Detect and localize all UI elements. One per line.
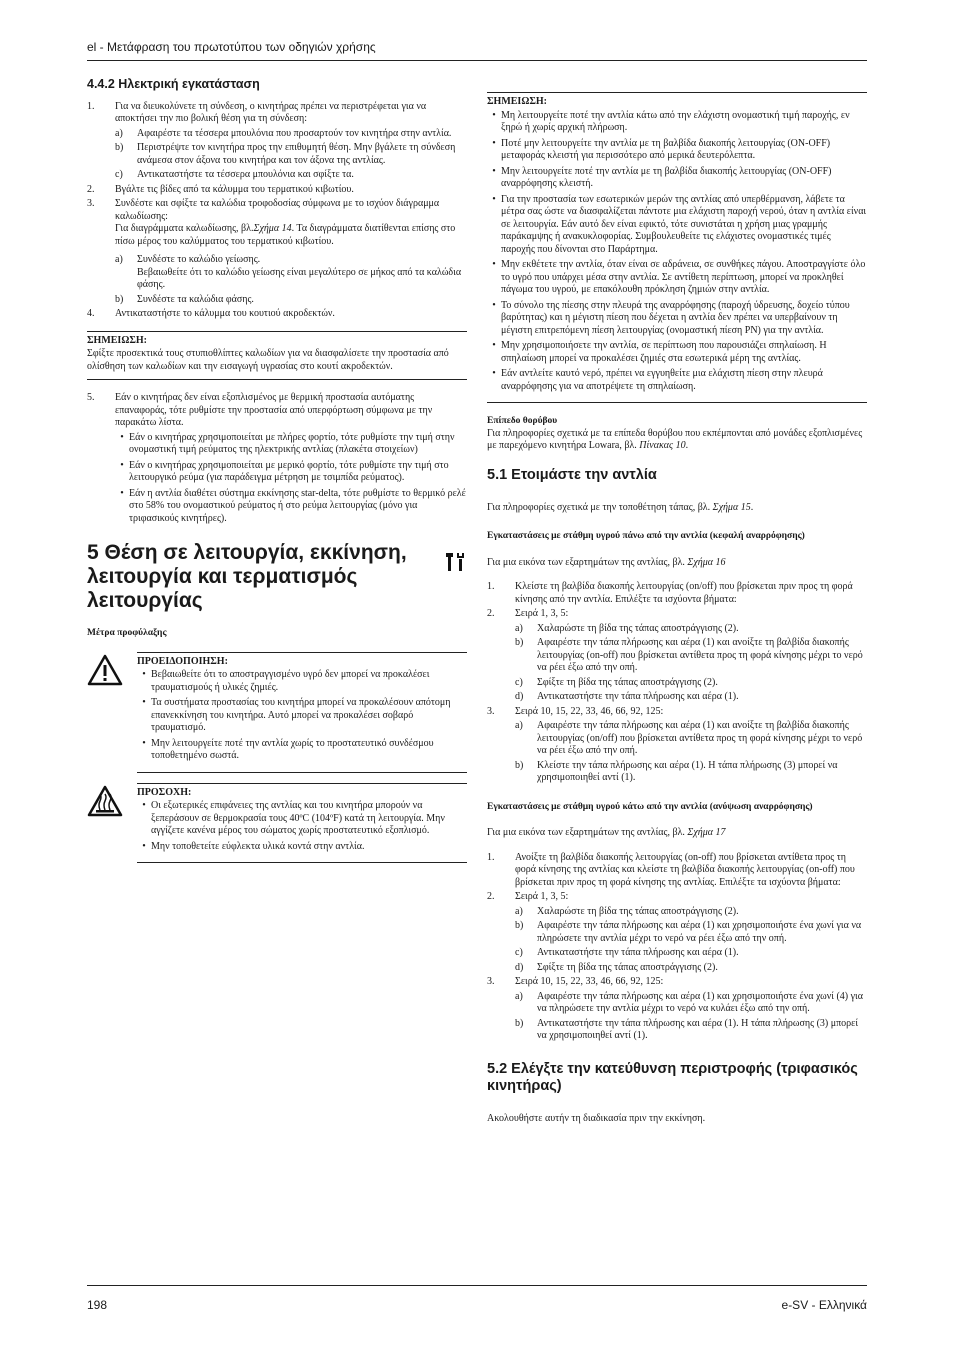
caution-box	[87, 783, 467, 864]
bullet-item: • Μη λειτουργείτε ποτέ την αντλία κάτω από την ελάχιστη ονομαστική τιμή παροχής, εν ξηρώ ή χωρίς αρχική πλήρωση.	[492, 109, 850, 133]
note-title: ΣΗΜΕΙΩΣΗ:	[487, 96, 547, 107]
bullet-item: • Εάν αντλείτε καυτό νερό, πρέπει να εγγυηθείτε μια ελάχιστη πίεση στην πλευρά αναρρόφησης για να αποτρέψετε τη σπηλαίωση.	[492, 368, 823, 392]
list-item: 3. Σειρά 10, 15, 22, 33, 46, 66, 92, 125:	[487, 976, 664, 987]
list-item: d) Σφίξτε τη βίδα της τάπας αποστράγγισης (2).	[515, 961, 718, 973]
list-item: 4. Αντικαταστήστε το κάλυμμα του κουτιού ακροδεκτών.	[87, 308, 335, 319]
list-item: 1. Κλείστε τη βαλβίδα διακοπής λειτουργίας (on/off) που βρίσκεται πριν προς τη φορά κίνησης από την αντλία. Επιλέξτε τα ισχύοντα βήματα:	[487, 581, 853, 605]
list-item: b) Συνδέστε τα καλώδια φάσης.	[115, 293, 254, 305]
list-item: 2. Σειρά 1, 3, 5:	[487, 891, 569, 902]
section-5-2-text: Ακολουθήστε αυτήν τη διαδικασία πριν την εκκίνηση.	[487, 1112, 706, 1124]
noise-text: Για πληροφορίες σχετικά με τα επίπεδα θορύβου που εκπέμπονται από μονάδες εξοπλισμένες με παρεχόμενο κινητήρα Lowara, βλ. Πίνακας 10.	[487, 427, 863, 451]
page-footer	[87, 1285, 867, 1312]
tools-icon	[427, 541, 467, 578]
list-item: 5. Εάν ο κινητήρας δεν είναι εξοπλισμένος με θερμική προστασία αυτόματης επαναφοράς, τότε ρυθμίστε την προστασία από υπερφόρτωση σύμφωνα με την παρακάτω λίστα.	[87, 392, 433, 428]
precautions-label: Μέτρα προφύλαξης	[87, 628, 167, 638]
section-5-1-intro: Για πληροφορίες σχετικά με την τοποθέτηση τάπας, βλ. Σχήμα 15.	[487, 501, 754, 513]
bullet-item: • Οι εξωτερικές επιφάνειες της αντλίας και του κινητήρα μπορούν να ξεπεράσουν σε θερμοκρασία τους 40ºC (104ºF) κατά τη λειτουργία. Μην αγγίζετε κανένα μέρος του σώματος χωρίς προστατευτικό εξοπλισμό.	[142, 800, 445, 836]
hot-surface-icon	[87, 809, 123, 820]
bullet-item: • Μην τοποθετείτε εύφλεκτα υλικά κοντά στην αντλία.	[142, 840, 365, 852]
list-item: b) Αντικαταστήστε την τάπα πλήρωσης και αέρα (1). Η τάπα πλήρωσης (3) μπορεί να χρησιμοποιηθεί αντί (1).	[515, 1017, 859, 1041]
list-item: 3. Συνδέστε και σφίξτε τα καλώδια τροφοδοσίας σύμφωνα με το ισχύον διάγραμμα καλωδίωσης: Για διαγράμματα καλωδίωσης, βλ.Σχήμα 14. Τα διαγράμματα διατίθενται επίσης στο πίσω μέρος του καλύμματος του τερματικού κιβωτίου.	[87, 198, 456, 247]
section-5-1-heading: 5.1 Ετοιμάστε την αντλία	[487, 466, 657, 483]
note-text: Σφίξτε προσεκτικά τους στυπιοθλίπτες καλωδίων για να διασφαλίσετε την προστασία από ολίσθηση των καλωδίων και την εισαγωγή υγρασίας στο κουτί ακροδεκτών.	[87, 348, 449, 372]
right-column	[487, 92, 867, 1125]
bullet-item: • Ποτέ μην λειτουργείτε την αντλία με τη βαλβίδα διακοπής λειτουργίας (ON-OFF) μεταφοράς κλειστή για περισσότερο από μερικά δευτερόλεπτα.	[492, 137, 831, 161]
subsection-heading: Εγκαταστάσεις με στάθμη υγρού πάνω από την αντλία (κεφαλή αναρρόφησης)	[487, 531, 805, 541]
list-item: a) Αφαιρέστε την τάπα πλήρωσης και αέρα (1) και ανοίξτε τη βαλβίδα διακοπής λειτουργίας (on/off) που βρίσκεται αντίθετα προς τη φορά κίνησης μέχρι το νερό να ρέει έξω από την οπή.	[515, 720, 863, 756]
list-item: b) Αφαιρέστε την τάπα πλήρωσης και αέρα (1) και ανοίξτε τη βαλβίδα διακοπής λειτουργίας (on-off) που βρίσκεται αντίθετα προς τη φορά κίνησης μέχρι το νερό να ρέει έξω από την οπή.	[515, 637, 863, 673]
figure-ref: Σχήμα 16	[687, 556, 726, 568]
subsection-heading: Εγκαταστάσεις με στάθμη υγρού κάτω από την αντλία (ανύψωση αναρρόφησης)	[487, 801, 813, 812]
table-ref: Πίνακας 10	[639, 440, 686, 451]
list-item: c) Αντικαταστήστε την τάπα πλήρωσης και αέρα (1).	[515, 947, 739, 958]
warning-title: ΠΡΟΕΙΔΟΠΟΙΗΣΗ:	[137, 655, 228, 667]
bullet-item: • Μην λειτουργείτε ποτέ την αντλία με τη βαλβίδα διακοπής λειτουργίας (ON-OFF) αναρρόφησης κλειστή.	[492, 165, 832, 189]
figure-reference: Για μια εικόνα των εξαρτημάτων της αντλίας, βλ. Σχήμα 17	[487, 827, 726, 838]
bullet-item: • Για την προστασία των εσωτερικών μερών της αντλίας από υπερθέρμανση, λάβετε τα μέτρα σας ώστε να διασφαλίζεται πάντοτε μια ελάχιστη παροχή νερού, όταν η αντλία είναι σε λειτουργία. Εάν αυτό δεν είναι εφικτό, τότε συνιστάται η χρήση μιας γραμμής παράκαμψης ή ανακυκλοφορίας. Συμβουλευθείτε τις ελάχιστες ονομαστικές τιμές παροχής που δίνονται στο Παράρτημα.	[492, 193, 867, 255]
bullet-item: • Μην χρησιμοποιήσετε την αντλία, σε περίπτωση που παρουσιάζει σπηλαίωση. Η σπηλαίωση μπορεί να προκαλέσει ζημιές στα εσωτερικά μέρη της αντλίας.	[492, 340, 827, 364]
list-item: b) Περιστρέψτε τον κινητήρα προς την επιθυμητή θέση. Μην βγάλετε τη σύνδεση ανάμεσα στον άξονα του κινητήρα και τον άξονα της αντλίας.	[115, 142, 456, 166]
note-box	[487, 92, 867, 403]
figure-ref: Σχήμα 15	[712, 501, 751, 513]
list-item: c) Αντικαταστήστε τα τέσσερα μπουλόνια και σφίξτε τα.	[115, 169, 354, 180]
left-column	[87, 78, 467, 873]
list-item: a) Αφαιρέστε τα τέσσερα μπουλόνια που προσαρτούν τον κινητήρα στην αντλία.	[115, 127, 452, 139]
list-item: c) Σφίξτε τη βίδα της τάπας αποστράγγισης (2).	[515, 676, 718, 688]
warning-box	[87, 652, 467, 773]
page-header	[87, 40, 867, 61]
list-item: 1. Ανοίξτε τη βαλβίδα διακοπής λειτουργίας (on-off) που βρίσκεται αντίθετα προς τη φορά κίνησης της αντλίας και κλείστε τη βαλβίδα διακοπής λειτουργίας (on-off) που βρίσκεται πριν προς τη φορά κίνησης της αντλίας. Επιλέξτε τα ισχύοντα βήματα:	[487, 851, 855, 888]
bullet-item: • Μην εκθέτετε την αντλία, όταν είναι σε αδράνεια, σε συνθήκες πάγου. Αποστραγγίστε όλο το υγρό που υπάρχει μέσα στην αντλία. Σε αντίθετη περίπτωση, μπορεί να προκληθεί πάγωμα του υγρού, με επακόλουθη πρόκληση ζημιών στην αντλία.	[492, 259, 866, 295]
list-item: a) Χαλαρώστε τη βίδα της τάπας αποστράγγισης (2).	[515, 622, 739, 634]
bullet-item: • Εάν ο κινητήρας χρησιμοποιείται με πλήρες φορτίο, τότε ρυθμίστε την τιμή στην ονομαστική τιμή ρεύματος της ηλεκτρικής αντλίας (πλακέτα στοιχείων)	[120, 431, 455, 455]
list-item: b) Αφαιρέστε την τάπα πλήρωσης και αέρα (1) και χρησιμοποιήστε ένα χωνί για να πληρώσετε την αντλία μέχρι το νερό να ρέει έξω από την οπή.	[515, 920, 862, 944]
list-item: a) Αφαιρέστε την τάπα πλήρωσης και αέρα (1) και χρησιμοποιήστε ένα χωνί (4) για να πληρώσετε την αντλία μέχρι το νερό να κυλάει έξω από την οπή.	[515, 990, 863, 1014]
list-item: 3. Σειρά 10, 15, 22, 33, 46, 66, 92, 125:	[487, 705, 664, 717]
bullet-item: • Το σύνολο της πίεσης στην πλευρά της αναρρόφησης (παροχή ύδρευσης, δοχείο τύπου βαρύτητας) και η μέγιστη πίεση που δέχεται η αντλία δεν πρέπει να υπερβαίνουν τη μέγιστη επιτρεπόμενη πίεση λειτουργίας (ονομαστική πίεση PN) για την αντλία.	[492, 299, 850, 336]
note-title: ΣΗΜΕΙΩΣΗ:	[87, 334, 147, 346]
warning-triangle-icon	[87, 678, 123, 689]
list-item: d) Αντικαταστήστε την τάπα πλήρωσης και αέρα (1).	[515, 691, 739, 702]
list-item: 2. Σειρά 1, 3, 5:	[487, 608, 569, 619]
document-label: e-SV - Ελληνικά	[781, 1298, 867, 1312]
note-box	[87, 331, 467, 381]
figure-reference: Για μια εικόνα των εξαρτημάτων της αντλίας, βλ. Σχήμα 16	[487, 556, 726, 568]
bullet-item: • Μην λειτουργείτε ποτέ την αντλία χωρίς το προστατευτικό συνδέσμου τοποθετημένο σωστά.	[142, 737, 434, 761]
figure-ref: Σχήμα 17	[687, 827, 726, 838]
list-item: 2. Βγάλτε τις βίδες από τα κάλυμμα του τερματικού κιβωτίου.	[87, 183, 354, 195]
section-5-2-heading: 5.2 Ελέγξτε την κατεύθυνση περιστροφής (τριφασικός κινητήρας)	[487, 1060, 858, 1094]
list-item: a) Συνδέστε το καλώδιο γείωσης. Βεβαιωθείτε ότι το καλώδιο γείωσης είναι μεγαλύτερο σε μήκος από τα καλώδια φάσης.	[115, 254, 462, 290]
noise-title: Επίπεδο θορύβου	[487, 416, 558, 426]
figure-ref: Σχήμα 14	[253, 223, 292, 234]
chapter-5-heading-block	[87, 541, 467, 613]
bullet-item: • Εάν ο κινητήρας χρησιμοποιείται με μερικό φορτίο, τότε ρυθμίστε την τιμή στο λειτουργικό ρεύμα (για παράδειγμα μέτρηση με τσιμπίδα ρεύματος).	[120, 459, 449, 483]
bullet-item: • Εάν η αντλία διαθέτει σύστημα εκκίνησης star-delta, τότε ρυθμίστε το θερμικό ρελέ στο 58% του ονομαστικού ρεύματος ή στο ρεύμα λειτουργίας (μόνο για τριφασικούς κινητήρες).	[120, 487, 466, 524]
list-item: b) Κλείστε την τάπα πλήρωσης και αέρα (1). Η τάπα πλήρωσης (3) μπορεί να χρησιμοποιηθεί αντί (1).	[515, 759, 838, 783]
bullet-item: • Βεβαιωθείτε ότι το αποστραγγισμένο υγρό δεν μπορεί να προκαλέσει τραυματισμούς ή υλικές ζημιές.	[142, 669, 430, 693]
header-title: el - Μετάφραση του πρωτοτύπου των οδηγιών χρήσης	[87, 40, 376, 54]
bullet-item: • Τα συστήματα προστασίας του κινητήρα μπορεί να προκαλέσουν απότομη επανεκκίνηση του κινητήρα. Αυτό μπορεί να προκαλέσει σοβαρό τραυματισμό.	[142, 697, 451, 733]
list-item: 1. Για να διευκολύνετε τη σύνδεση, ο κινητήρας πρέπει να περιστρέφεται για να αποκτήσει την πιο βολική θέση για τη σύνδεση:	[87, 100, 427, 124]
caution-title: ΠΡΟΣΟΧΗ:	[137, 786, 192, 798]
chapter-5-heading: 5 Θέση σε λειτουργία, εκκίνηση, λειτουργία και τερματισμός λειτουργίας	[87, 541, 407, 612]
page-number: 198	[87, 1298, 108, 1312]
section-4-4-2-heading: 4.4.2 Ηλεκτρική εγκατάσταση	[87, 77, 260, 91]
list-item: a) Χαλαρώστε τη βίδα της τάπας αποστράγγισης (2).	[515, 905, 739, 917]
